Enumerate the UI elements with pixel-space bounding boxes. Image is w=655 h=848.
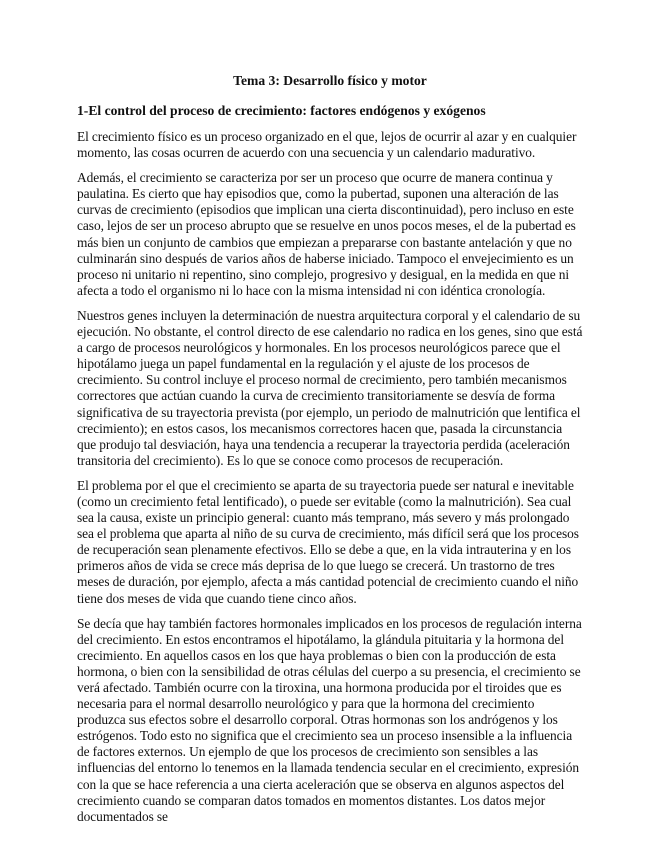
document-page [77,72,583,834]
document-title: Tema 3: Desarrollo físico y motor [233,73,427,88]
paragraph-3: Nuestros genes incluyen la determinación de nuestra arquitectura corporal y el calendario de su ejecución. No obstante, el control directo de ese calendario no radica en los genes, sino que está a cargo de procesos neurológicos y hormonales. En los procesos neurológicos parece que el hipotálamo juega un papel fundamental en la regulación y el ajuste de los procesos de crecimiento. Su control incluye el proceso normal de crecimiento, pero también mecanismos correctores que actúan cuando la curva de crecimiento transitoriamente se desvía de forma significativa de su trayectoria prevista (por ejemplo, un periodo de malnutrición que lentifica el crecimiento); en estos casos, los mecanismos correctores hacen que, pasada la circunstancia que produjo tal desviación, haya una tendencia a recuperar la trayectoria perdida (aceleración transitoria del crecimiento). Es lo que se conoce como procesos de recuperación. [77,307,583,468]
paragraph-5: Se decía que hay también factores hormonales implicados en los procesos de regulación interna del crecimiento. En estos encontramos el hipotálamo, la glándula pituitaria y la hormona del crecimiento. En aquellos casos en los que haya problemas o bien con la producción de esta hormona, o bien con la sensibilidad de otras células del cuerpo a su presencia, el crecimiento se verá afectado. También ocurre con la tiroxina, una hormona producida por el tiroides que es necesaria para el normal desarrollo neurológico y para que la hormona del crecimiento produzca sus efectos sobre el desarrollo corporal. Otras hormonas son los andrógenos y los estrógenos. Todo esto no significa que el crecimiento sea un proceso insensible a la influencia de factores externos. Un ejemplo de que los procesos de crecimiento son sensibles a las influencias del entorno lo tenemos en la llamada tendencia secular en el crecimiento, expresión con la que se hace referencia a una cierta aceleración que se observa en algunos aspectos del crecimiento cuando se comparan datos tomados en momentos distantes. Los datos mejor documentados se [77,615,582,824]
section-heading: 1-El control del proceso de crecimiento: factores endógenos y exógenos [77,103,486,118]
paragraph-2: Además, el crecimiento se caracteriza por ser un proceso que ocurre de manera continua y paulatina. Es cierto que hay episodios que, como la pubertad, suponen una alteración de las curvas de crecimiento (episodios que implican una cierta discontinuidad), pero incluso en este caso, lejos de ser un proceso abrupto que se resuelve en unos pocos meses, el de la pubertad es más bien un conjunto de cambios que empiezan a prepararse con bastante antelación y que no culminarán sino después de varios años de haberse iniciado. Tampoco el envejecimiento es un proceso ni unitario ni repentino, sino complejo, progresivo y desigual, en la medida en que ni afecta a todo el organismo ni lo hace con la misma intensidad ni con idéntica cronología. [77,170,576,298]
paragraph-4: El problema por el que el crecimiento se aparta de su trayectoria puede ser natural e inevitable (como un crecimiento fetal lentificado), o puede ser evitable (como la malnutrición). Sea cual sea la causa, existe un principio general: cuanto más temprano, más severo y más prolongado sea el problema que aparta al niño de su curva de crecimiento, más difícil será que los procesos de recuperación sean plenamente efectivos. Ello se debe a que, en la vida intrauterina y en los primeros años de vida se crece más deprisa de lo que luego se crecerá. Un trastorno de tres meses de duración, por ejemplo, afecta a más cantidad potencial de crecimiento cuando el niño tiene dos meses de vida que cuando tiene cinco años. [77,477,579,606]
paragraph-1: El crecimiento físico es un proceso organizado en el que, lejos de ocurrir al azar y en cualquier momento, las cosas ocurren de acuerdo con una secuencia y un calendario madurativo. [77,129,577,161]
